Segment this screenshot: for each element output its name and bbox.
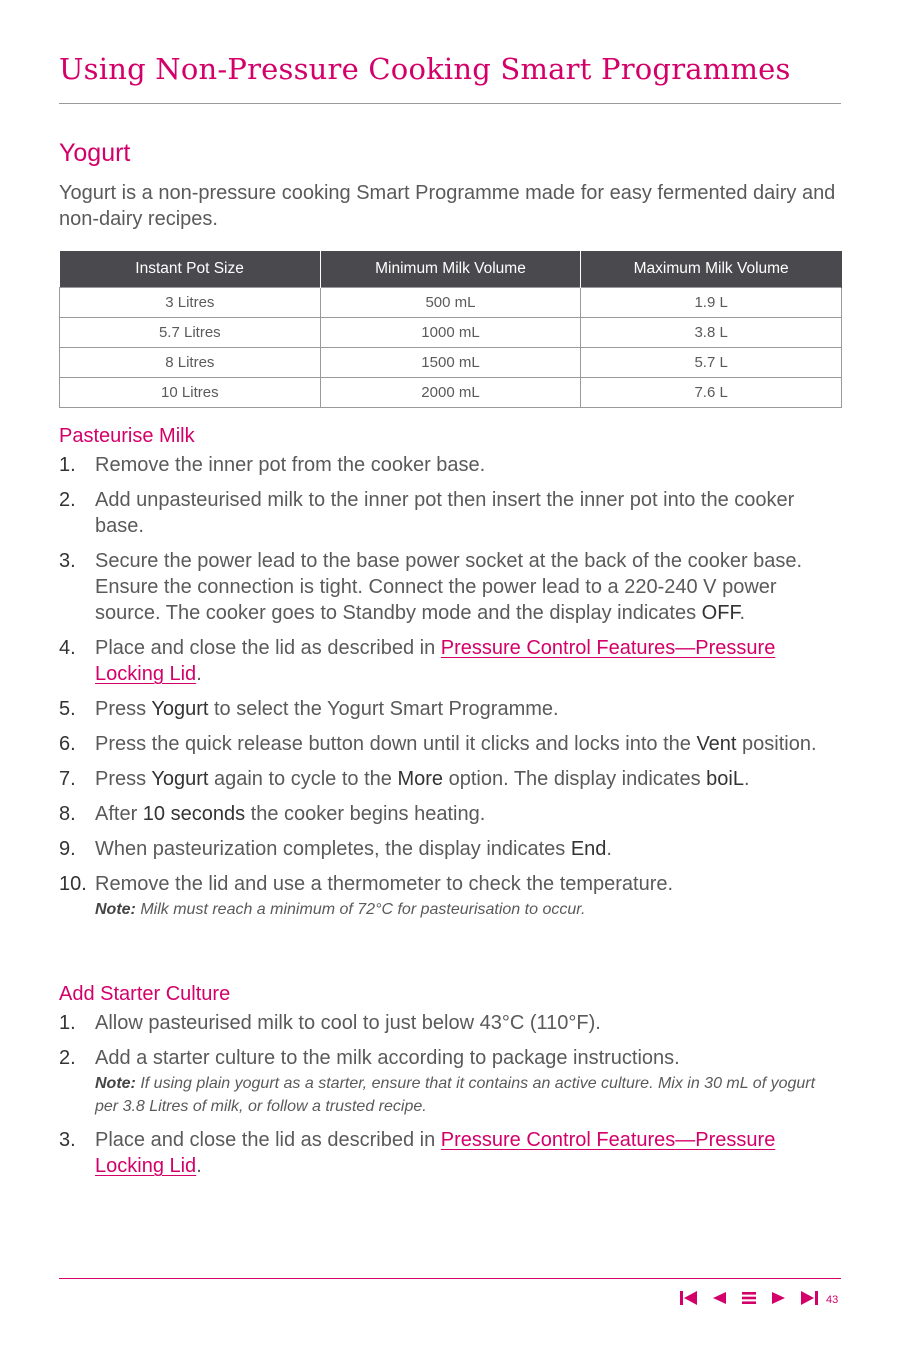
- step-text: Secure the power lead to the base power socket at the back of the cooker base. Ensure the connection is tight. Connect the power lead to a 220-240 V power source. The cooker goes to Standby mode and the display indicates: [95, 550, 803, 624]
- footer-divider: [59, 1278, 841, 1279]
- step-number: 4.: [59, 637, 76, 659]
- step-number: 9.: [59, 838, 76, 860]
- table-cell: 2000 mL: [320, 378, 581, 408]
- step-text: After: [95, 803, 143, 825]
- previous-page-icon[interactable]: [708, 1289, 730, 1307]
- step-number: 2.: [59, 1047, 76, 1069]
- step-text-tail: .: [739, 602, 746, 624]
- list-item: [59, 1045, 841, 1118]
- step-text: Place and close the lid as described in: [95, 1129, 441, 1151]
- table-cell: 1000 mL: [320, 318, 581, 348]
- table-row: [60, 318, 842, 348]
- table-cell: 7.6 L: [581, 378, 842, 408]
- list-item: [59, 836, 841, 862]
- list-item: [59, 801, 841, 827]
- step-text: Remove the lid and use a thermometer to check the temperature.: [95, 873, 674, 895]
- step-text: Press: [95, 698, 152, 720]
- table-header-cell: Instant Pot Size: [60, 251, 321, 288]
- table-header-row: [60, 251, 842, 288]
- step-text-tail: .: [606, 838, 612, 860]
- note-text: Milk must reach a minimum of 72°C for pasteurisation to occur.: [135, 901, 586, 918]
- step-number: 3.: [59, 550, 76, 572]
- section-intro: Yogurt is a non-pressure cooking Smart Programme made for easy fermented dairy and non-dairy recipes.: [59, 182, 836, 230]
- list-item: [59, 635, 841, 687]
- starter-heading: Add Starter Culture: [59, 983, 231, 1005]
- step-number: 7.: [59, 768, 76, 790]
- step-text-tail: .: [196, 663, 202, 685]
- next-page-icon[interactable]: [768, 1289, 790, 1307]
- step-text-tail: to select the Yogurt Smart Programme.: [208, 698, 559, 720]
- step-text-tail: .: [196, 1155, 202, 1177]
- display-code: OFF: [701, 602, 740, 624]
- table-header-cell: Maximum Milk Volume: [581, 251, 842, 288]
- table-cell: 1.9 L: [581, 288, 842, 318]
- table-row: [60, 348, 842, 378]
- step-text: When pasteurization completes, the display indicates: [95, 838, 571, 860]
- step-text: option. The display indicates: [443, 768, 707, 790]
- list-item: [59, 1010, 841, 1036]
- table-cell: 500 mL: [320, 288, 581, 318]
- table-header-cell: Minimum Milk Volume: [320, 251, 581, 288]
- page-number: 43: [826, 1294, 839, 1306]
- contents-menu-icon[interactable]: [738, 1289, 760, 1307]
- button-name: Yogurt: [151, 698, 209, 720]
- table-cell: 5.7 L: [581, 348, 842, 378]
- table-row: [60, 378, 842, 408]
- title-divider: [59, 103, 841, 104]
- table-cell: 8 Litres: [60, 348, 321, 378]
- note-label: Note:: [95, 901, 136, 918]
- list-item: [59, 871, 841, 921]
- pasteurise-heading: Pasteurise Milk: [59, 425, 195, 447]
- step-text: Allow pasteurised milk to cool to just below 43°C (110°F).: [95, 1012, 601, 1034]
- step-number: 8.: [59, 803, 76, 825]
- table-cell: 5.7 Litres: [60, 318, 321, 348]
- step-number: 6.: [59, 733, 76, 755]
- display-code: boiL: [706, 768, 744, 790]
- starter-steps: [59, 1010, 841, 1188]
- list-item: [59, 452, 841, 478]
- step-text: Add unpasteurised milk to the inner pot then insert the inner pot into the cooker base.: [95, 489, 795, 537]
- note: [95, 1072, 841, 1118]
- step-text: Remove the inner pot from the cooker base.: [95, 454, 486, 476]
- last-page-icon[interactable]: [798, 1289, 820, 1307]
- button-name: Yogurt: [151, 768, 209, 790]
- first-page-icon[interactable]: [678, 1289, 700, 1307]
- milk-volume-table: [59, 251, 842, 408]
- note-text: If using plain yogurt as a starter, ensure that it contains an active culture. Mix in 30 mL of yogurt per 3.8 Litres of milk, or follow a trusted recipe.: [95, 1075, 816, 1115]
- step-text: Add a starter culture to the milk according to package instructions.: [95, 1047, 680, 1069]
- step-text: Press the quick release button down until it clicks and locks into the: [95, 733, 697, 755]
- step-number: 10.: [59, 873, 87, 895]
- page-title: Using Non-Pressure Cooking Smart Programmes: [59, 52, 791, 86]
- pasteurise-steps: [59, 452, 841, 930]
- list-item: [59, 731, 841, 757]
- table-cell: 10 Litres: [60, 378, 321, 408]
- list-item: [59, 487, 841, 539]
- step-text-tail: position.: [736, 733, 817, 755]
- note: [95, 898, 841, 921]
- table-cell: 1500 mL: [320, 348, 581, 378]
- list-item: [59, 766, 841, 792]
- pressure-locking-lid-link[interactable]: Pressure Control Features—Pressure Locking Lid: [95, 1129, 776, 1177]
- list-item: [59, 1127, 841, 1179]
- vent-position-label: Vent: [696, 733, 737, 755]
- table-cell: 3 Litres: [60, 288, 321, 318]
- step-number: 1.: [59, 1012, 76, 1034]
- step-text: Press: [95, 768, 152, 790]
- list-item: [59, 548, 841, 626]
- step-text: again to cycle to the: [208, 768, 398, 790]
- page-navigation: [678, 1289, 820, 1307]
- option-name: More: [397, 768, 444, 790]
- list-item: [59, 696, 841, 722]
- step-number: 2.: [59, 489, 76, 511]
- step-text-tail: .: [743, 768, 750, 790]
- step-text-tail: the cooker begins heating.: [245, 803, 486, 825]
- table-row: [60, 288, 842, 318]
- display-code: End: [570, 838, 607, 860]
- step-number: 3.: [59, 1129, 76, 1151]
- step-text: Place and close the lid as described in: [95, 637, 441, 659]
- duration-value: 10 seconds: [142, 803, 246, 825]
- step-number: 5.: [59, 698, 76, 720]
- note-label: Note:: [95, 1075, 136, 1092]
- pressure-locking-lid-link[interactable]: Pressure Control Features—Pressure Locking Lid: [95, 637, 776, 685]
- step-number: 1.: [59, 454, 76, 476]
- section-title: Yogurt: [59, 139, 131, 167]
- table-cell: 3.8 L: [581, 318, 842, 348]
